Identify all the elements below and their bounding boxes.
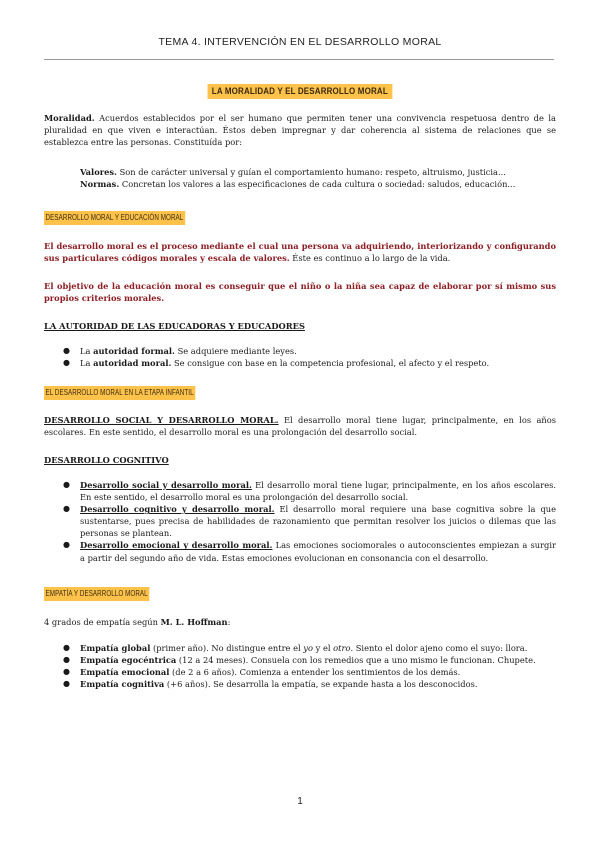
item-term: Desarrollo cognitivo y desarrollo moral.	[80, 504, 275, 515]
item-text: El desarrollo moral requiere una base cognitiva sobre la que sustentarse, pues precisa de habilidades de razonamiento que permitan resolver los juicios o dilemas que las personas se plantean.	[80, 504, 557, 539]
item-italic-yo: yo	[303, 643, 313, 653]
item-pre: La	[80, 358, 94, 369]
list-item	[44, 503, 556, 539]
list-item	[44, 345, 556, 357]
valores-text: Son de carácter universal y guían el comportamiento humano: respeto, altruismo, justicia...	[116, 167, 506, 177]
item-italic-otro: otro	[333, 643, 351, 653]
bullet-icon: ●	[63, 504, 70, 514]
item-text: El desarrollo moral tiene lugar, principalmente, en los años escolares. En este sentido, el desarrollo moral es una prolongación del desarrollo social.	[80, 480, 557, 503]
objective-paragraph: El objetivo de la educación moral es conseguir que el niño o la niña sea capaz de elaborar por sí mismo sus propios criterios morales.	[44, 281, 556, 304]
section2-heading: EL DESARROLLO MORAL EN LA ETAPA INFANTIL	[44, 386, 195, 400]
moralidad-term: Moralidad.	[44, 113, 95, 123]
document-header: TEMA 4. INTERVENCIÓN EN EL DESARROLLO MORAL	[158, 36, 442, 48]
list-item	[44, 642, 556, 654]
moralidad-paragraph	[44, 112, 556, 148]
item-text: (12 a 24 meses). Consuela con los remedios que a uno mismo le funcionan. Chupete.	[176, 655, 536, 666]
social-text: El desarrollo moral tiene lugar, principalmente, en los años escolares. En este sentido, el desarrollo moral es una prolongación del desarrollo social.	[44, 415, 556, 438]
bullet-icon: ●	[63, 655, 70, 665]
list-item	[44, 654, 556, 666]
social-term: DESARROLLO SOCIAL Y DESARROLLO MORAL.	[44, 415, 279, 425]
header-divider	[44, 59, 554, 60]
moralidad-text: Acuerdos establecidos por el ser humano que permiten tener una convivencia respetuosa dentro de la pluralidad en que viven e interactúan. Éstos deben impregnar y dar coherencia al sistema de relaciones que se establezca entre las personas. Constituída por:	[44, 113, 556, 148]
development-list	[44, 479, 556, 564]
authority-list-wrap	[44, 345, 556, 369]
list-item	[44, 678, 556, 690]
valores-normas-block	[44, 166, 556, 190]
item-term: Empatía emocional	[80, 667, 170, 678]
list-item	[44, 539, 556, 563]
definition-bold: El desarrollo moral es el proceso mediante el cual una persona va adquiriendo, interiorizando y configurando sus particulares códigos morales y escala de valores.	[44, 241, 556, 264]
item-pre: La	[80, 346, 94, 356]
item-text: (+6 años). Se desarrolla la empatía, se expande hasta a los desconocidos.	[164, 679, 478, 690]
item-term: autoridad moral.	[93, 358, 172, 369]
bullet-icon: ●	[63, 667, 70, 677]
social-block	[44, 414, 556, 438]
valores-line	[44, 166, 556, 178]
definition-rest: Éste es continuo a lo largo de la vida.	[289, 253, 451, 264]
bullet-icon: ●	[63, 358, 70, 368]
intro-pre: 4 grados de empatía según	[44, 617, 161, 627]
item-text: Las emociones sociomorales o autoconscientes empiezan a surgir a partir del segundo año de vida. Estas emociones evolucionan en consonancia con el desarrollo.	[80, 540, 556, 563]
bullet-icon: ●	[63, 540, 70, 550]
cognitive-heading: DESARROLLO COGNITIVO	[44, 455, 169, 465]
main-title-wrap	[0, 79, 600, 99]
definition-paragraph	[44, 240, 556, 264]
section2-heading-wrap	[44, 386, 556, 400]
list-item	[44, 479, 556, 503]
development-list-wrap	[44, 479, 556, 564]
main-title: LA MORALIDAD Y EL DESARROLLO MORAL	[208, 84, 393, 99]
item-term: Empatía global	[80, 643, 151, 653]
item-text: Se adquiere mediante leyes.	[174, 346, 297, 356]
normas-line	[44, 178, 556, 190]
item-term: Desarrollo emocional y desarrollo moral.	[80, 540, 273, 551]
definition-block	[44, 240, 556, 264]
intro-author: M. L. Hoffman	[160, 617, 228, 627]
item-text: (de 2 a 6 años). Comienza a entender los sentimientos de los demás.	[169, 667, 461, 678]
normas-text: Concretan los valores a las especificaciones de cada cultura o sociedad: saludos, educación...	[119, 179, 516, 190]
bullet-icon: ●	[63, 643, 70, 652]
social-paragraph	[44, 414, 556, 438]
authority-list	[44, 345, 556, 369]
bullet-icon: ●	[63, 679, 70, 689]
item-term: Empatía cognitiva	[80, 679, 165, 690]
empathy-list	[44, 642, 556, 690]
item-text: (primer año). No distingue entre el	[150, 643, 304, 653]
authority-heading-wrap	[44, 320, 556, 332]
item-end: . Siento el dolor ajeno como el suyo: llora.	[350, 643, 528, 653]
objective-block	[44, 280, 556, 304]
list-item	[44, 666, 556, 678]
page-number: 1	[297, 796, 303, 807]
hoffman-intro-block	[44, 616, 556, 628]
section3-heading: EMPATÍA Y DESARROLLO MORAL	[44, 587, 149, 601]
item-mid: y el	[312, 643, 334, 653]
intro-post: :	[227, 617, 231, 627]
empathy-list-wrap	[44, 642, 556, 690]
bullet-icon: ●	[63, 480, 70, 489]
item-term: autoridad formal.	[93, 346, 175, 356]
bullet-icon: ●	[63, 346, 70, 355]
item-text: Se consigue con base en la competencia profesional, el afecto y el respeto.	[171, 358, 490, 369]
valores-term: Valores.	[80, 167, 117, 177]
list-item	[44, 357, 556, 369]
section3-heading-wrap	[44, 587, 556, 601]
cognitive-heading-wrap	[44, 454, 556, 466]
item-term: Desarrollo social y desarrollo moral.	[80, 480, 252, 490]
authority-heading: LA AUTORIDAD DE LAS EDUCADORAS Y EDUCADORES	[44, 321, 305, 331]
hoffman-intro	[44, 616, 556, 628]
moralidad-block	[44, 112, 556, 148]
item-term: Empatía egocéntrica	[80, 655, 177, 666]
section1-heading: DESARROLLO MORAL Y EDUCACIÓN MORAL	[44, 211, 185, 225]
section1-heading-wrap	[44, 211, 556, 225]
normas-term: Normas.	[80, 179, 120, 190]
